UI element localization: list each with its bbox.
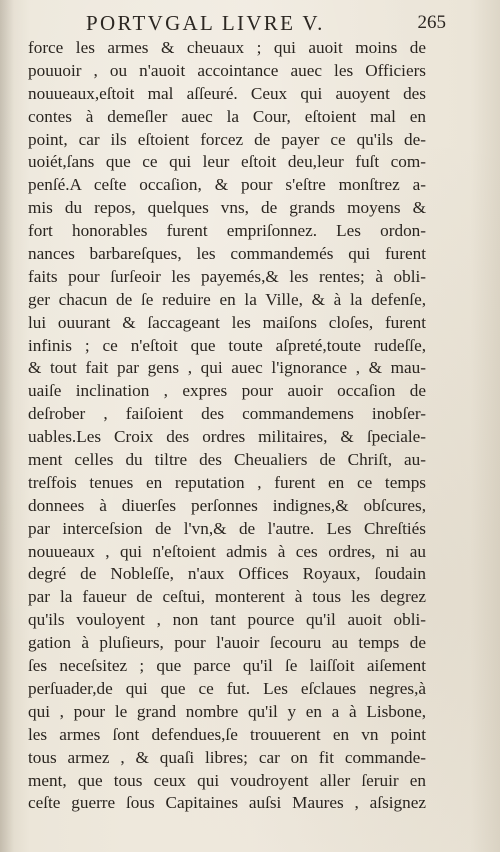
running-head: PORTVGAL LIVRE V. bbox=[86, 11, 325, 35]
text-line: qui , pour le grand nombre qu'il y en a à Lisbone, bbox=[28, 701, 426, 721]
text-line: contes à demeſler auec la Cour, eſtoient mal en bbox=[28, 106, 426, 126]
text-line: infinis ; ce n'eſtoit que toute aſpreté,toute rudeſſe, bbox=[28, 335, 426, 355]
text-line: perſuader,de qui que ce fut. Les eſclaues negres,à bbox=[28, 678, 426, 698]
text-line: & tout fait par gens , qui auec l'ignorance , & mau- bbox=[28, 358, 426, 378]
text-line: par interceſsion de l'vn,& de l'autre. Les Chreſtiés bbox=[28, 518, 426, 538]
text-line: nouueaux , qui n'eſtoient admis à ces ordres, ni au bbox=[28, 541, 426, 561]
page-number: 265 bbox=[417, 12, 446, 33]
text-line: uoiét,ſans que ce qui leur eſtoit deu,leur fuſt com- bbox=[28, 152, 426, 172]
text-line: les armes ſont defendues,ſe trouuerent en vn point bbox=[28, 724, 426, 744]
text-line: treſfois tenues en reputation , furent en ce temps bbox=[28, 472, 426, 492]
text-line: ment, que tous ceux qui voudroyent aller ſeruir en bbox=[28, 770, 426, 790]
text-line: mis du repos, quelques vns, de grands moyens & bbox=[28, 198, 426, 218]
text-line: lui ouurant & ſaccageant les maiſons cloſes, furent bbox=[28, 312, 426, 332]
text-line: tous armez , & quaſi libres; car on fit commande- bbox=[28, 747, 426, 767]
text-line: force les armes & cheuaux ; qui auoit moins de bbox=[28, 38, 426, 57]
text-line: fort honorables furent empriſonnez. Les ordon- bbox=[28, 221, 426, 241]
text-line: pouuoir , ou n'auoit accointance auec les Officiers bbox=[28, 60, 426, 80]
text-line: ceſte guerre ſous Capitaines auſsi Maures , aſsignez bbox=[28, 793, 426, 813]
text-line: nouueaux,eſtoit mal aſſeuré. Ceux qui auoyent des bbox=[28, 83, 426, 103]
text-line: par la faueur de ceſtui, monterent à tous les degrez bbox=[28, 587, 426, 607]
text-line: uables.Les Croix des ordres militaires, & ſpeciale- bbox=[28, 427, 426, 447]
text-line: degré de Nobleſſe, n'aux Offices Royaux, ſoudain bbox=[28, 564, 426, 584]
text-line: faits pour ſurſeoir les payemés,& les rentes; à obli- bbox=[28, 266, 426, 286]
text-line: penſé.A ceſte occaſion, & pour s'eſtre monſtrez a- bbox=[28, 175, 426, 195]
text-line: point, car ils eſtoient forcez de payer ce qu'ils de- bbox=[28, 129, 426, 149]
text-line: ment celles du tiltre des Cheualiers de Chriſt, au- bbox=[28, 450, 426, 470]
body-text bbox=[28, 37, 426, 815]
text-line: qu'ils vouloyent , non tant pource qu'il auoit obli- bbox=[28, 610, 426, 630]
text-line: ger chacun de ſe reduire en la Ville, & à la defenſe, bbox=[28, 289, 426, 309]
text-line: deſrober , faiſoient des commandemens inobſer- bbox=[28, 404, 426, 424]
text-line: donnees à diuerſes perſonnes indignes,& obſcures, bbox=[28, 495, 426, 515]
page-header bbox=[86, 6, 446, 40]
text-line: uaiſe inclination , expres pour auoir occaſion de bbox=[28, 381, 426, 401]
text-line: ſes neceſsitez ; que parce qu'il ſe laiſſoit aiſement bbox=[28, 656, 426, 676]
gutter-shadow bbox=[0, 0, 14, 852]
text-line: nances barbareſques, les commandemés qui furent bbox=[28, 244, 426, 264]
text-line: gation à pluſieurs, pour l'auoir ſecouru au temps de bbox=[28, 633, 426, 653]
